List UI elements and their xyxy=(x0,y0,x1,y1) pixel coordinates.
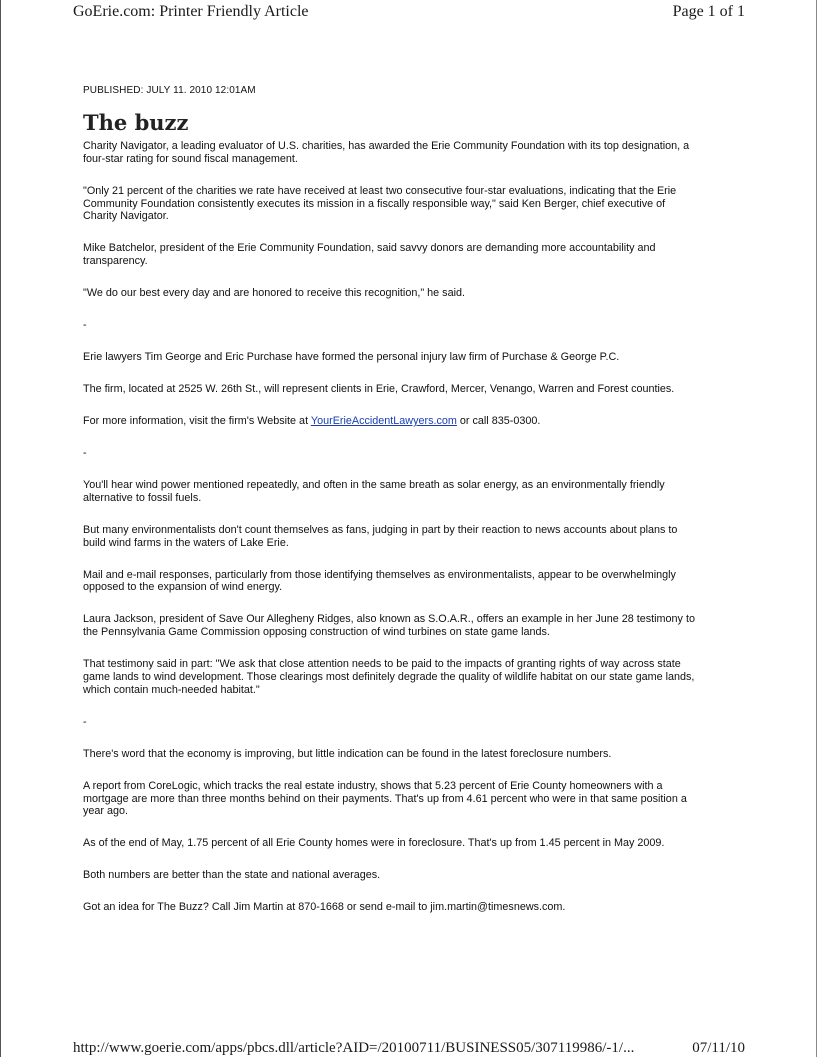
section-divider-mark: - xyxy=(83,447,87,460)
article-paragraph: But many environmentalists don't count themselves as fans, judging in part by their reaction to news accounts about plans to build wind farms in the waters of Lake Erie. xyxy=(83,523,678,549)
section-divider-mark: - xyxy=(83,319,87,332)
print-footer xyxy=(73,1039,745,1057)
print-header-title: GoErie.com: Printer Friendly Article xyxy=(73,3,309,20)
article-paragraph: There's word that the economy is improving, but little indication can be found in the latest foreclosure numbers. xyxy=(83,747,612,760)
article-paragraph: Laura Jackson, president of Save Our Allegheny Ridges, also known as S.O.A.R., offers an example in her June 28 testimony to the Pennsylvania Game Commission opposing construction of wind turbines on state game lands. xyxy=(83,613,695,639)
article xyxy=(83,84,733,933)
article-paragraph: Got an idea for The Buzz? Call Jim Martin at 870-1668 or send e-mail to jim.martin@timesnews.com. xyxy=(83,901,566,914)
article-paragraph: A report from CoreLogic, which tracks the real estate industry, shows that 5.23 percent of Erie County homeowners with a mortgage are more than three months behind on their payments. That's up from 4.61 percent who were in that same position a year ago. xyxy=(83,779,687,818)
article-paragraph: Erie lawyers Tim George and Eric Purchase have formed the personal injury law firm of Purchase & George P.C. xyxy=(83,351,620,364)
section-divider xyxy=(83,447,733,460)
article-paragraph: That testimony said in part: "We ask that close attention needs to be paid to the impacts of granting rights of way across state game lands to wind development. Those clearings most definitely degrade the quality of wildlife habitat on our state game lands, which contain much-needed habitat." xyxy=(83,658,695,696)
link-trail-text: or call 835-0300. xyxy=(456,415,541,428)
article-paragraph: Mail and e-mail responses, particularly from those identifying themselves as environmentalists, appear to be overwhelmingly opposed to the expansion of wind energy. xyxy=(83,568,676,594)
print-header xyxy=(73,2,745,22)
link-lead-text: For more information, visit the firm's Website at xyxy=(83,415,311,428)
article-paragraph: Both numbers are better than the state and national averages. xyxy=(83,869,381,882)
page-edge-left xyxy=(0,0,1,1057)
section-divider xyxy=(83,716,733,729)
article-paragraph: You'll hear wind power mentioned repeatedly, and often in the same breath as solar energy, as an environmentally friendly alternative to fossil fuels. xyxy=(83,479,665,504)
article-paragraph-with-link xyxy=(83,415,733,428)
section-divider xyxy=(83,319,733,332)
article-paragraph: Charity Navigator, a leading evaluator of U.S. charities, has awarded the Erie Community Foundation with its top designation, a four-star rating for sound fiscal management. xyxy=(83,140,690,165)
print-footer-date: 07/11/10 xyxy=(692,1040,745,1056)
article-paragraph: As of the end of May, 1.75 percent of all Erie County homes were in foreclosure. That's up from 1.45 percent in May 2009. xyxy=(83,837,665,850)
published-date: PUBLISHED: JULY 11. 2010 12:01AM xyxy=(83,85,256,96)
print-header-page-number: Page 1 of 1 xyxy=(672,3,745,20)
print-footer-url: http://www.goerie.com/apps/pbcs.dll/article?AID=/20100711/BUSINESS05/307119986/-1/... xyxy=(73,1040,635,1056)
article-paragraph: The firm, located at 2525 W. 26th St., will represent clients in Erie, Crawford, Mercer, Venango, Warren and Forest counties. xyxy=(83,383,675,396)
section-divider-mark: - xyxy=(83,715,87,728)
article-paragraph: "Only 21 percent of the charities we rate have received at least two consecutive four-star evaluations, indicating that the Erie Community Foundation consistently executes its mission in a fiscally responsible way," said Ken Berger, chief executive of Charity Navigator. xyxy=(83,184,677,223)
article-paragraph: "We do our best every day and are honored to receive this recognition," he said. xyxy=(83,287,465,300)
article-paragraph: Mike Batchelor, president of the Erie Community Foundation, said savvy donors are demanding more accountability and transparency. xyxy=(83,242,656,268)
website-link[interactable]: YourErieAccidentLawyers.com xyxy=(310,415,457,428)
article-title: The buzz xyxy=(83,110,189,135)
